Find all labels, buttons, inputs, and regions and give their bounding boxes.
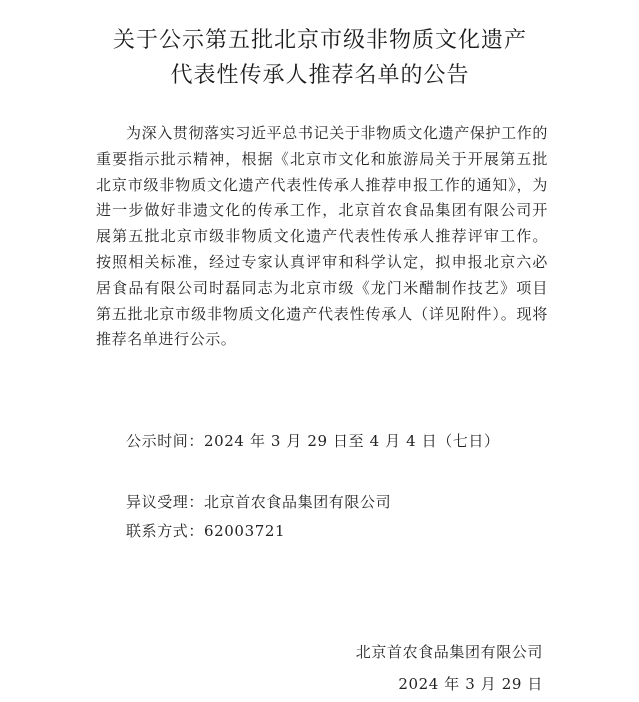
title-line-1: 关于公示第五批北京市级非物质文化遗产: [112, 28, 527, 53]
publicity-period: 公示时间：2024 年 3 月 29 日至 4 月 4 日（七日）: [126, 432, 500, 450]
contact-info: 联系方式：62003721: [126, 522, 286, 540]
signature-date: 2024 年 3 月 29 日: [398, 675, 543, 693]
signature-organization: 北京首农食品集团有限公司: [355, 643, 543, 661]
body-paragraph: 为深入贯彻落实习近平总书记关于非物质文化遗产保护工作的重要指示批示精神，根据《北京市文化和旅游局关于开展第五批北京市级非物质文化遗产代表性传承人推荐申报工作的通知》，为进一步做好非遗文化的传承工作，北京首农食品集团有限公司开展第五批北京市级非物质文化遗产代表性传承人推荐评审工作。按照相关标准，经过专家认真评审和科学认定，拟申报北京六必居食品有限公司时磊同志为北京市级《龙门米醋制作技艺》项目第五批北京市级非物质文化遗产代表性传承人（详见附件）。现将推荐名单进行公示。: [96, 124, 548, 349]
objection-office: 异议受理：北京首农食品集团有限公司: [126, 493, 392, 511]
title-line-2: 代表性传承人推荐名单的公告: [170, 63, 470, 88]
